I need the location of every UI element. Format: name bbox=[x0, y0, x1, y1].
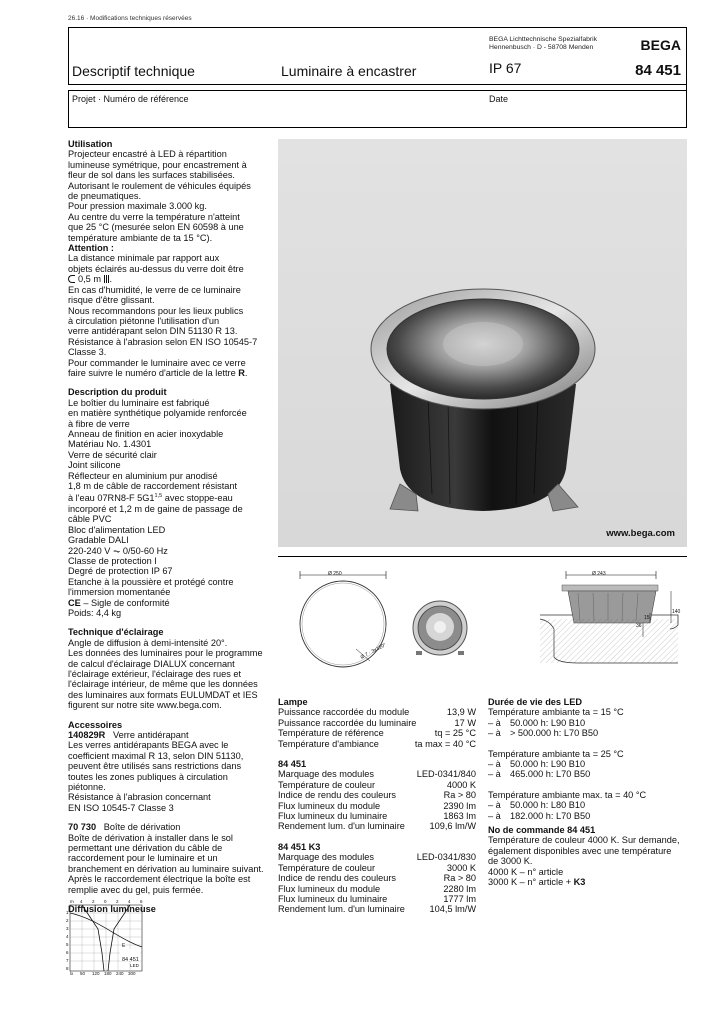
lifetime-value: 182.000 h: L70 B50 bbox=[510, 810, 591, 821]
text-line: objets éclairés au-dessus du verre doit être bbox=[68, 263, 244, 274]
ambient-heading: Température ambiante max. ta = 40 °C bbox=[488, 789, 647, 800]
text-line: Autorisant le roulement de véhicules équipés bbox=[68, 180, 251, 191]
text-line: câble PVC bbox=[68, 514, 112, 525]
ce-mark-icon: CE bbox=[68, 597, 81, 608]
text-fragment: 3000 K – n° article + bbox=[488, 877, 572, 888]
spec-value: tq = 25 °C bbox=[434, 728, 476, 739]
text-line: Verre de sécurité clair bbox=[68, 449, 157, 460]
lifetime-row bbox=[488, 800, 687, 810]
lifetime-row bbox=[488, 759, 687, 769]
text-line: faire suivre le numéro d'article de la lettre R. bbox=[68, 367, 248, 378]
dimension-label: 15 bbox=[644, 615, 650, 621]
text-line: Les verres antidérapants BEGA avec le bbox=[68, 740, 229, 751]
text-line: Température de couleur 4000 K. Sur demande, bbox=[488, 835, 680, 846]
text-line: Projecteur encastré à LED à répartition bbox=[68, 149, 227, 160]
lifetime-row bbox=[488, 718, 687, 728]
text-line bbox=[68, 730, 273, 740]
text-line: fleur de sol dans les surfaces stabilisées. bbox=[68, 170, 235, 181]
product-photo bbox=[278, 139, 687, 547]
text-line: Gradable DALI bbox=[68, 535, 129, 546]
text-line: coefficient maximal R 13, selon DIN 51130, bbox=[68, 750, 244, 761]
text-line: piétonne. bbox=[68, 782, 106, 793]
spec-row bbox=[278, 884, 476, 894]
text-fragment: faire suivre le numéro d'article de la lettre bbox=[68, 367, 236, 378]
spec-label: Indice de rendu des couleurs bbox=[278, 790, 396, 801]
spec-label: Température de couleur bbox=[278, 779, 376, 790]
text-line bbox=[68, 822, 273, 832]
text-line: de pneumatiques. bbox=[68, 191, 142, 202]
dimension-label: Ø 7 · 3x120° bbox=[359, 642, 388, 661]
diffusion-marker: E bbox=[122, 943, 126, 949]
text-line: lumineuse symétrique, pour encastrement à bbox=[68, 159, 247, 170]
ambient-heading: Température ambiante ta = 15 °C bbox=[488, 707, 624, 718]
text-line: Résistance à l'abrasion selon EN ISO 10545-7 bbox=[68, 336, 258, 347]
spec-row bbox=[278, 811, 476, 821]
variant-title: 84 451 K3 bbox=[278, 841, 321, 852]
spec-label: Température de référence bbox=[278, 728, 384, 739]
text-line: l'immersion momentanée bbox=[68, 587, 171, 598]
accessory-name: Boîte de dérivation bbox=[103, 822, 181, 833]
text-line: Angle de diffusion à demi-intensité 20°. bbox=[68, 637, 228, 648]
accessory-code: 70 730 bbox=[68, 822, 97, 833]
scale-label: 1 bbox=[66, 910, 69, 915]
spec-value: 2280 lm bbox=[443, 883, 476, 894]
lifetime-row bbox=[488, 728, 687, 738]
spec-row bbox=[278, 718, 476, 728]
attention-title: Attention : bbox=[68, 243, 114, 254]
text-line: verre antidérapant selon DIN 51130 R 13. bbox=[68, 326, 238, 337]
scale-label: 240 bbox=[116, 971, 124, 976]
glass-icon bbox=[104, 275, 110, 283]
text-line: Classe 3. bbox=[68, 347, 107, 358]
text-fragment: 0/50-60 Hz bbox=[122, 545, 168, 556]
spec-value: 4000 K bbox=[446, 779, 476, 790]
text-line: à fibre de verre bbox=[68, 418, 130, 429]
text-fragment: 220-240 V bbox=[68, 545, 111, 556]
doc-type: Descriptif technique bbox=[72, 63, 195, 79]
company-line2: Hennenbusch · D - 58708 Menden bbox=[489, 44, 594, 52]
scale-label: 6 bbox=[66, 950, 69, 955]
dimension-label: Ø 250 bbox=[328, 571, 342, 577]
scale-label: 50 bbox=[80, 971, 86, 976]
scale-label: lx bbox=[70, 971, 74, 976]
project-label: Projet · Numéro de référence bbox=[72, 94, 189, 104]
lifetime-prefix: – à bbox=[488, 728, 501, 739]
text-line: que 25 °C (mesurée selon EN 60598 à une bbox=[68, 222, 244, 233]
utilisation-title: Utilisation bbox=[68, 139, 113, 149]
dimension-label: 36 bbox=[636, 623, 642, 629]
article-number: 84 451 bbox=[635, 62, 681, 79]
duree-column bbox=[488, 697, 687, 888]
spec-value: 2390 lm bbox=[443, 800, 476, 811]
distance-value: 0,5 m bbox=[78, 274, 101, 285]
spec-row bbox=[278, 821, 476, 831]
diffusion-legend bbox=[122, 957, 139, 969]
text-line: La distance minimale par rapport aux bbox=[68, 253, 220, 264]
lifetime-prefix: – à bbox=[488, 759, 501, 770]
spec-row bbox=[278, 780, 476, 790]
text-line bbox=[488, 877, 687, 887]
text-line: remplie avec du gel, puis fermée. bbox=[68, 884, 204, 895]
utilisation-text bbox=[68, 149, 273, 243]
text-line: de 3000 K. bbox=[488, 856, 533, 867]
spec-row bbox=[278, 863, 476, 873]
scale-label: 3 bbox=[66, 926, 69, 931]
legend-article: 84 451 bbox=[122, 957, 139, 963]
spec-row bbox=[278, 801, 476, 811]
text-line: Résistance à l'abrasion concernant bbox=[68, 792, 211, 803]
dimension-label: 140 bbox=[672, 609, 681, 615]
lampe-title: Lampe bbox=[278, 697, 308, 707]
left-column bbox=[68, 139, 273, 915]
accessory-name: Verre antidérapant bbox=[112, 730, 189, 740]
brand-logo: BEGA bbox=[640, 37, 681, 53]
date-label: Date bbox=[489, 94, 509, 104]
description-text bbox=[68, 398, 273, 619]
text-line: 1,8 m de câble de raccordement résistant bbox=[68, 481, 238, 491]
spec-value: Ra > 80 bbox=[443, 873, 476, 884]
spec-row bbox=[278, 790, 476, 800]
text-line: Etanche à la poussière et protégé contre bbox=[68, 576, 234, 587]
spec-label: Température d'ambiance bbox=[278, 738, 379, 749]
spec-label: Flux lumineux du module bbox=[278, 883, 381, 894]
text-line: Degré de protection IP 67 bbox=[68, 566, 173, 577]
scale-label: 7 bbox=[66, 958, 69, 963]
spec-value: LED-0341/830 bbox=[416, 852, 476, 863]
spec-label: Flux lumineux du luminaire bbox=[278, 893, 388, 904]
text-line: l'éclairage extérieur, l'éclairage des rues et bbox=[68, 668, 242, 679]
text-line: toutes les zones publiques à circulation bbox=[68, 771, 228, 782]
text-line: Nous recommandons pour les lieux publics bbox=[68, 305, 244, 316]
duree-title: Durée de vie des LED bbox=[488, 697, 582, 707]
product-type: Luminaire à encastrer bbox=[281, 63, 417, 79]
scale-label: 4 bbox=[80, 899, 83, 904]
text-line: Les données des luminaires pour le programme bbox=[68, 648, 263, 659]
scale-label: 8 bbox=[66, 966, 69, 971]
text-line: Pour commander le luminaire avec ce verre bbox=[68, 357, 246, 368]
spec-value: Ra > 80 bbox=[443, 790, 476, 801]
top-note: 26.16 · Modifications techniques réservées bbox=[68, 15, 192, 22]
scale-label: m bbox=[70, 899, 74, 904]
spec-value: 13,9 W bbox=[446, 707, 476, 718]
text-line: En cas d'humidité, le verre de ce luminaire bbox=[68, 284, 241, 295]
scale-label: 300 bbox=[128, 971, 136, 976]
spec-label: Température de couleur bbox=[278, 862, 376, 873]
spec-label: Puissance raccordée du luminaire bbox=[278, 717, 417, 728]
spec-row bbox=[278, 904, 476, 914]
text-line: Au centre du verre la température n'atteint bbox=[68, 211, 240, 222]
text-line: Poids: 4,4 kg bbox=[68, 607, 122, 618]
variant-title: 84 451 bbox=[278, 759, 307, 770]
ip-rating: IP 67 bbox=[489, 60, 522, 76]
text-line: Réflecteur en aluminium pur anodisé bbox=[68, 470, 218, 481]
spec-value: ta max = 40 °C bbox=[414, 738, 476, 749]
text-line: également disponibles avec une température bbox=[488, 845, 672, 856]
spec-label: Marquage des modules bbox=[278, 852, 375, 863]
lifetime-value: 465.000 h: L70 B50 bbox=[510, 769, 591, 780]
diffusion-chart bbox=[68, 899, 150, 979]
spec-value: 1777 lm bbox=[443, 893, 476, 904]
spec-label: Puissance raccordée du module bbox=[278, 707, 410, 718]
text-line: raccordement pour le luminaire et un bbox=[68, 853, 218, 864]
distance-icon bbox=[68, 275, 75, 283]
order-title: No de commande 84 451 bbox=[488, 825, 596, 836]
lifetime-row bbox=[488, 769, 687, 779]
spec-row bbox=[278, 707, 476, 717]
text-line: peuvent être utilisés sans restrictions dans bbox=[68, 761, 242, 772]
technical-drawings bbox=[278, 556, 687, 689]
scale-label: 4 bbox=[66, 934, 69, 939]
accessory-2 bbox=[68, 822, 273, 895]
spec-value: 1863 lm bbox=[443, 811, 476, 822]
description-title: Description du produit bbox=[68, 387, 167, 398]
scale-label: 180 bbox=[104, 971, 112, 976]
spec-row bbox=[278, 739, 476, 749]
text-line: Bloc d'alimentation LED bbox=[68, 524, 166, 535]
text-line bbox=[68, 598, 273, 608]
dimension-label: Ø 243 bbox=[592, 571, 606, 577]
lifetime-prefix: – à bbox=[488, 810, 501, 821]
lifetime-value: 50.000 h: L90 B10 bbox=[510, 759, 586, 770]
spec-row bbox=[278, 852, 476, 862]
legend-led: LED bbox=[130, 963, 139, 968]
letter-r: R bbox=[238, 367, 245, 378]
spec-label: Rendement lum. d'un luminaire bbox=[278, 821, 405, 832]
spec-label: Flux lumineux du luminaire bbox=[278, 811, 388, 822]
spec-label: Marquage des modules bbox=[278, 769, 375, 780]
distance-line: 0,5 m . bbox=[68, 274, 273, 284]
text-line: Le boîtier du luminaire est fabriqué bbox=[68, 397, 210, 408]
scale-label: 2 bbox=[66, 918, 69, 923]
text-line: l'éclairage intérieur, de même que les données bbox=[68, 679, 258, 690]
text-fragment: – Sigle de conformité bbox=[83, 597, 170, 608]
scale-label: 0 bbox=[104, 899, 107, 904]
scale-label: 5 bbox=[66, 942, 69, 947]
scale-label: 2 bbox=[116, 899, 119, 904]
text-line: des luminaires aux formats EULUMDAT et IES bbox=[68, 689, 258, 700]
spec-label: Indice de rendu des couleurs bbox=[278, 873, 396, 884]
text-line: Boîte de dérivation à installer dans le sol bbox=[68, 832, 233, 843]
text-line: Matériau No. 1.4301 bbox=[68, 439, 152, 450]
text-line: Anneau de finition en acier inoxydable bbox=[68, 428, 224, 439]
text-line: risque d'être glissant. bbox=[68, 295, 155, 306]
k3-suffix: K3 bbox=[573, 877, 586, 888]
luminaire-illustration bbox=[278, 139, 687, 547]
lifetime-value: > 500.000 h: L70 B50 bbox=[510, 728, 599, 739]
text-line: en matière synthétique polyamide renforcée bbox=[68, 408, 247, 419]
lifetime-value: 50.000 h: L90 B10 bbox=[510, 717, 586, 728]
text-fragment: avec stoppe-eau bbox=[164, 493, 233, 504]
spec-label: Rendement lum. d'un luminaire bbox=[278, 904, 405, 915]
diffusion-left-scale bbox=[66, 909, 69, 973]
company-line1: BEGA Lichttechnische Spezialfabrik bbox=[489, 36, 598, 43]
text-line: EN ISO 10545-7 Classe 3 bbox=[68, 802, 174, 813]
spec-value: 109,6 lm/W bbox=[429, 821, 476, 832]
attention-text bbox=[68, 253, 273, 378]
text-line: à circulation piétonne l'utilisation d'un bbox=[68, 315, 220, 326]
lifetime-prefix: – à bbox=[488, 800, 501, 811]
text-line: figurent sur notre site www.bega.com. bbox=[68, 700, 222, 711]
lifetime-prefix: – à bbox=[488, 769, 501, 780]
text-line: Pour pression maximale 3.000 kg. bbox=[68, 201, 207, 212]
scale-label: 6 bbox=[140, 899, 143, 904]
text-line: 4000 K – n° article bbox=[488, 866, 564, 877]
spec-row bbox=[278, 894, 476, 904]
spec-row bbox=[278, 728, 476, 738]
text-fragment: à l'eau 07RN8-F 5G1 bbox=[68, 493, 155, 504]
text-line: Classe de protection I bbox=[68, 555, 157, 566]
accessory-1 bbox=[68, 730, 273, 813]
spec-value: LED-0341/840 bbox=[416, 769, 476, 780]
accessory-code: 140829R bbox=[68, 730, 106, 740]
scale-label: 4 bbox=[128, 899, 131, 904]
spec-value: 17 W bbox=[454, 717, 476, 728]
spec-value: 3000 K bbox=[446, 862, 476, 873]
accessoires-title: Accessoires bbox=[68, 719, 123, 730]
lifetime-value: 50.000 h: L80 B10 bbox=[510, 800, 586, 811]
ambient-heading: Température ambiante ta = 25 °C bbox=[488, 748, 624, 759]
text-line: Après le raccordement électrique la boîte est bbox=[68, 874, 251, 885]
text-line: température ambiante de ta 15 °C). bbox=[68, 232, 213, 243]
ac-dc-icon: ⏦ bbox=[112, 545, 121, 556]
text-line bbox=[68, 546, 273, 556]
eclairage-text bbox=[68, 638, 273, 711]
company-info bbox=[489, 36, 597, 53]
text-line: incorporé et 1,2 m de gaine de passage de bbox=[68, 503, 243, 514]
scale-label: 120 bbox=[92, 971, 100, 976]
text-line: permettant une dérivation du câble de bbox=[68, 843, 223, 854]
scale-label: 2 bbox=[92, 899, 95, 904]
lifetime-prefix: – à bbox=[488, 717, 501, 728]
spec-value: 104,5 lm/W bbox=[429, 904, 476, 915]
lampe-column bbox=[278, 697, 476, 915]
text-line: Joint silicone bbox=[68, 460, 121, 471]
text-line bbox=[68, 491, 273, 503]
spec-label: Flux lumineux du module bbox=[278, 800, 381, 811]
website-link[interactable]: www.bega.com bbox=[606, 528, 675, 539]
text-line: branchement en dérivation au luminaire suivant. bbox=[68, 863, 264, 874]
spec-row bbox=[278, 769, 476, 779]
text-line: de calcul d'éclairage DIALUX concernant bbox=[68, 658, 235, 669]
eclairage-title: Technique d'éclairage bbox=[68, 627, 164, 638]
cable-superscript: 1,5 bbox=[154, 493, 163, 500]
lifetime-row bbox=[488, 811, 687, 821]
spec-row bbox=[278, 873, 476, 883]
diffusion-title: Diffusion lumineuse bbox=[68, 904, 156, 915]
